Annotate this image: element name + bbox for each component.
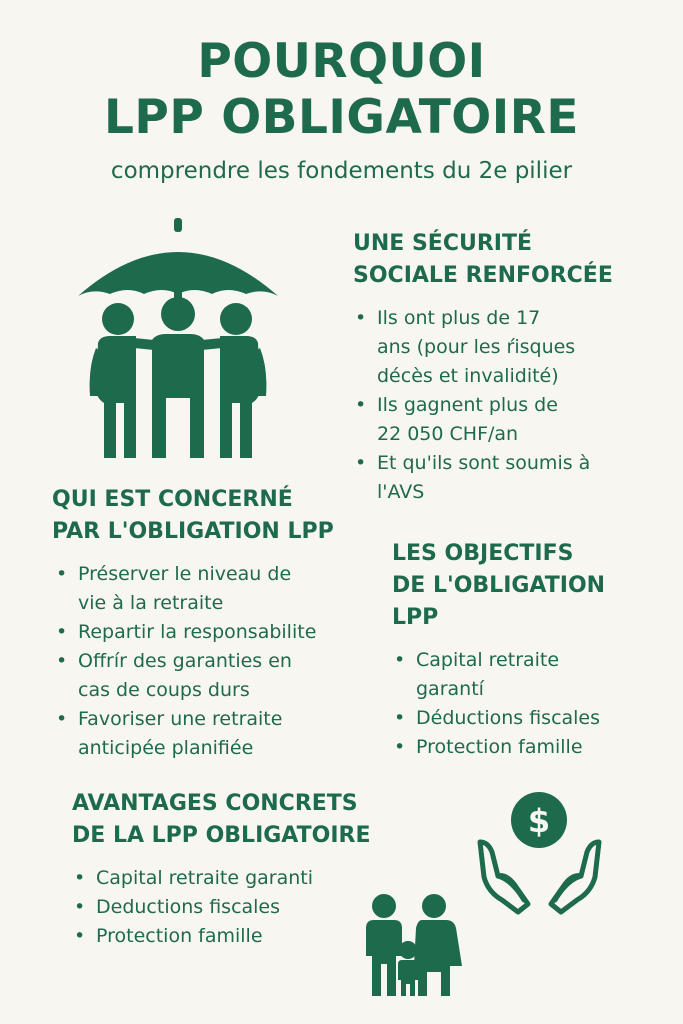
avantages-list bbox=[72, 864, 372, 951]
page-title-line1: POURQUOI bbox=[197, 34, 486, 89]
hands-dollar-icon bbox=[472, 792, 607, 917]
dollar-symbol: $ bbox=[527, 802, 551, 840]
securite-title-line2: SOCIALE RENFORCÉE bbox=[353, 263, 613, 288]
avantages-title-line2: DE LA LPP OBLIGATOIRE bbox=[72, 823, 371, 848]
umbrella-people-icon bbox=[78, 218, 278, 463]
list-item: • Protection famille bbox=[72, 922, 372, 951]
list-item: • Protection famille bbox=[392, 733, 652, 762]
securite-title-line1: UNE SÉCURITÉ bbox=[353, 231, 533, 256]
list-item: • Préserver le niveau de vie à la retraite bbox=[54, 560, 293, 618]
objectifs-title-line2: DE L'OBLIGATION bbox=[392, 573, 606, 598]
list-item: • Capital retraite garanti bbox=[72, 864, 372, 893]
list-item: • Offrír des garanties en cas de coups durs bbox=[54, 647, 328, 705]
concerne-title-line1: QUI EST CONCERNÉ bbox=[52, 487, 293, 512]
page-subtitle: comprendre les fondements du 2e pilier bbox=[110, 158, 573, 184]
list-item: • Ils gagnent plus de 22 050 CHF/an bbox=[353, 391, 577, 449]
list-item: • Deductions fiscales bbox=[72, 893, 372, 922]
securite-list bbox=[353, 304, 613, 507]
list-item: • Et qu'ils sont soumis à l'AVS bbox=[353, 449, 617, 507]
family-icon bbox=[360, 892, 465, 997]
objectifs-title-line3: LPP bbox=[392, 605, 439, 630]
list-item: • Repartir la responsabilite bbox=[54, 618, 354, 647]
list-item: • Ils ont plus de 17 ans (pour les ŕisques décès et invalidité) bbox=[353, 304, 577, 391]
list-item: • Favoriser une retraite anticipée planifiée bbox=[54, 705, 328, 763]
avantages-title-line1: AVANTAGES CONCRETS bbox=[72, 791, 358, 816]
list-item: • Déductions fiscales bbox=[392, 704, 652, 733]
objectifs-list bbox=[392, 646, 652, 762]
list-item: • Capital retraite garantí bbox=[392, 646, 596, 704]
concerne-list bbox=[54, 560, 354, 763]
concerne-title-line2: PAR L'OBLIGATION LPP bbox=[52, 519, 334, 544]
page-title-line2: LPP OBLIGATOIRE bbox=[103, 90, 580, 145]
objectifs-title-line1: LES OBJECTIFS bbox=[392, 541, 574, 566]
